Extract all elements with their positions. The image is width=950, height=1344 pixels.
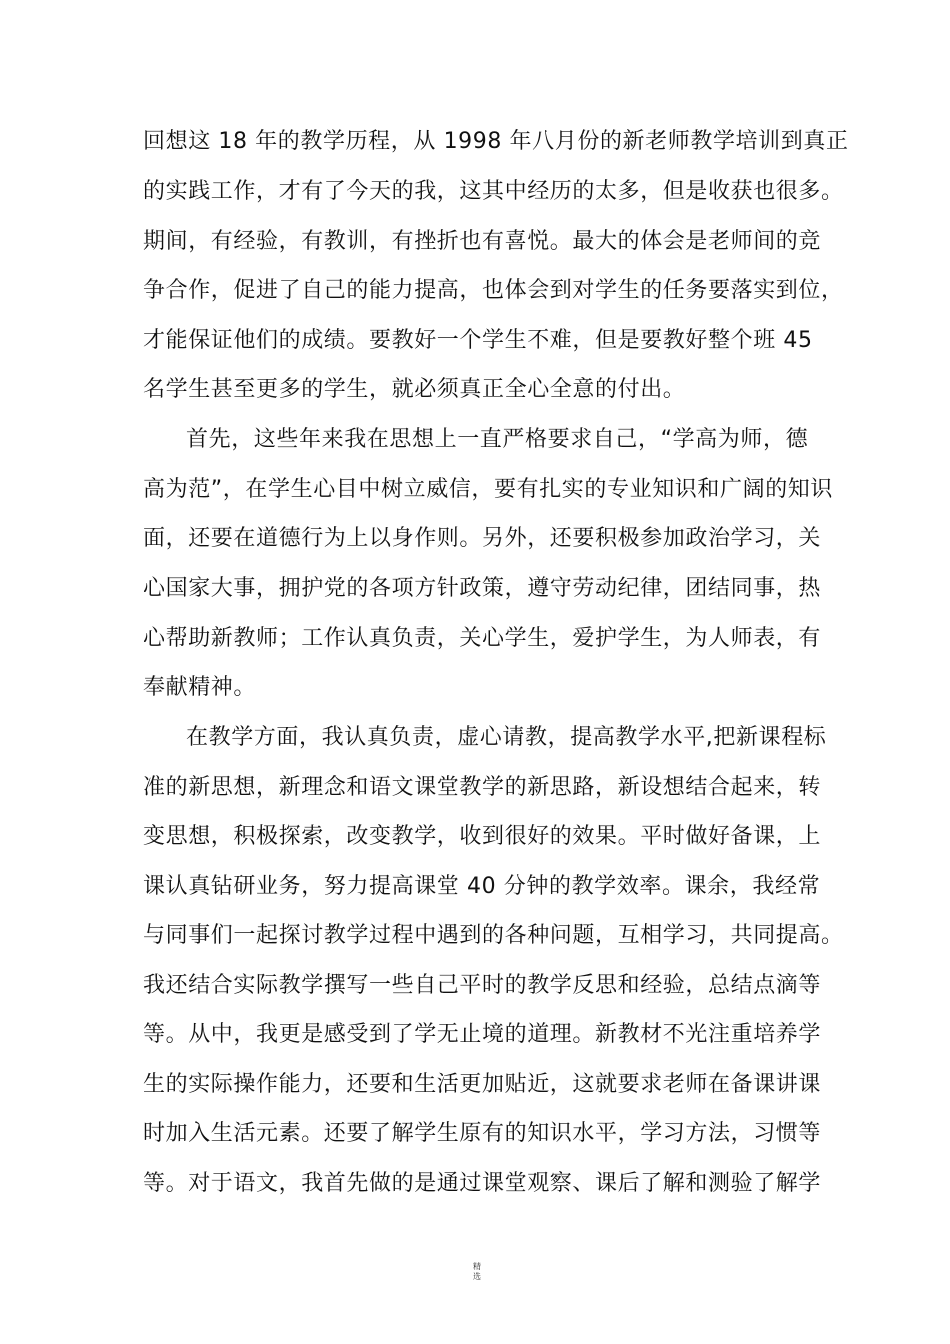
page-footer [471, 1262, 483, 1282]
text-line: 生的实际操作能力，还要和生活更加贴近，这就要求老师在备课讲课 [143, 1072, 822, 1097]
text-line: 在教学方面，我认真负责，虚心请教，提高教学水平,把新课程标 [186, 725, 827, 750]
text-line: 等。对于语文，我首先做的是通过课堂观察、课后了解和测验了解学 [143, 1171, 822, 1196]
footer-line-2: 选 [473, 1272, 481, 1281]
text-line: 期间，有经验，有教训，有挫折也有喜悦。最大的体会是老师间的竞 [143, 229, 822, 254]
text-line: 课认真钻研业务，努力提高课堂 40 分钟的教学效率。课余，我经常 [143, 874, 821, 899]
text-line: 争合作，促进了自己的能力提高，也体会到对学生的任务要落实到位， [143, 278, 844, 303]
text-line: 准的新思想，新理念和语文课堂教学的新思路，新设想结合起来，转 [143, 775, 822, 800]
text-line: 首先，这些年来我在思想上一直严格要求自己，“学高为师，德 [186, 427, 809, 452]
text-line: 与同事们一起探讨教学过程中遇到的各种问题，互相学习，共同提高。 [143, 923, 844, 948]
text-line: 我还结合实际教学撰写一些自己平时的教学反思和经验，总结点滴等 [143, 973, 822, 998]
text-line: 面，还要在道德行为上以身作则。另外，还要积极参加政治学习，关 [143, 526, 822, 551]
text-line: 才能保证他们的成绩。要教好一个学生不难，但是要教好整个班 45 [143, 328, 813, 353]
text-line: 回想这 18 年的教学历程，从 1998 年八月份的新老师教学培训到真正 [143, 129, 849, 154]
text-line: 奉献精神。 [143, 675, 257, 700]
text-line: 心国家大事，拥护党的各项方针政策，遵守劳动纪律，团结同事，热 [143, 576, 822, 601]
text-line: 的实践工作，才有了今天的我，这其中经历的太多，但是收获也很多。 [143, 179, 844, 204]
footer-line-1: 精 [473, 1262, 481, 1271]
text-line: 变思想，积极探索，改变教学，收到很好的效果。平时做好备课，上 [143, 824, 822, 849]
text-line: 高为范”，在学生心目中树立威信，要有扎实的专业知识和广阔的知识 [143, 477, 833, 502]
text-line: 时加入生活元素。还要了解学生原有的知识水平，学习方法，习惯等 [143, 1121, 822, 1146]
text-line: 等。从中，我更是感受到了学无止境的道理。新教材不光注重培养学 [143, 1022, 822, 1047]
text-line: 心帮助新教师；工作认真负责，关心学生，爱护学生，为人师表，有 [143, 626, 822, 651]
text-line: 名学生甚至更多的学生，就必须真正全心全意的付出。 [143, 377, 686, 402]
